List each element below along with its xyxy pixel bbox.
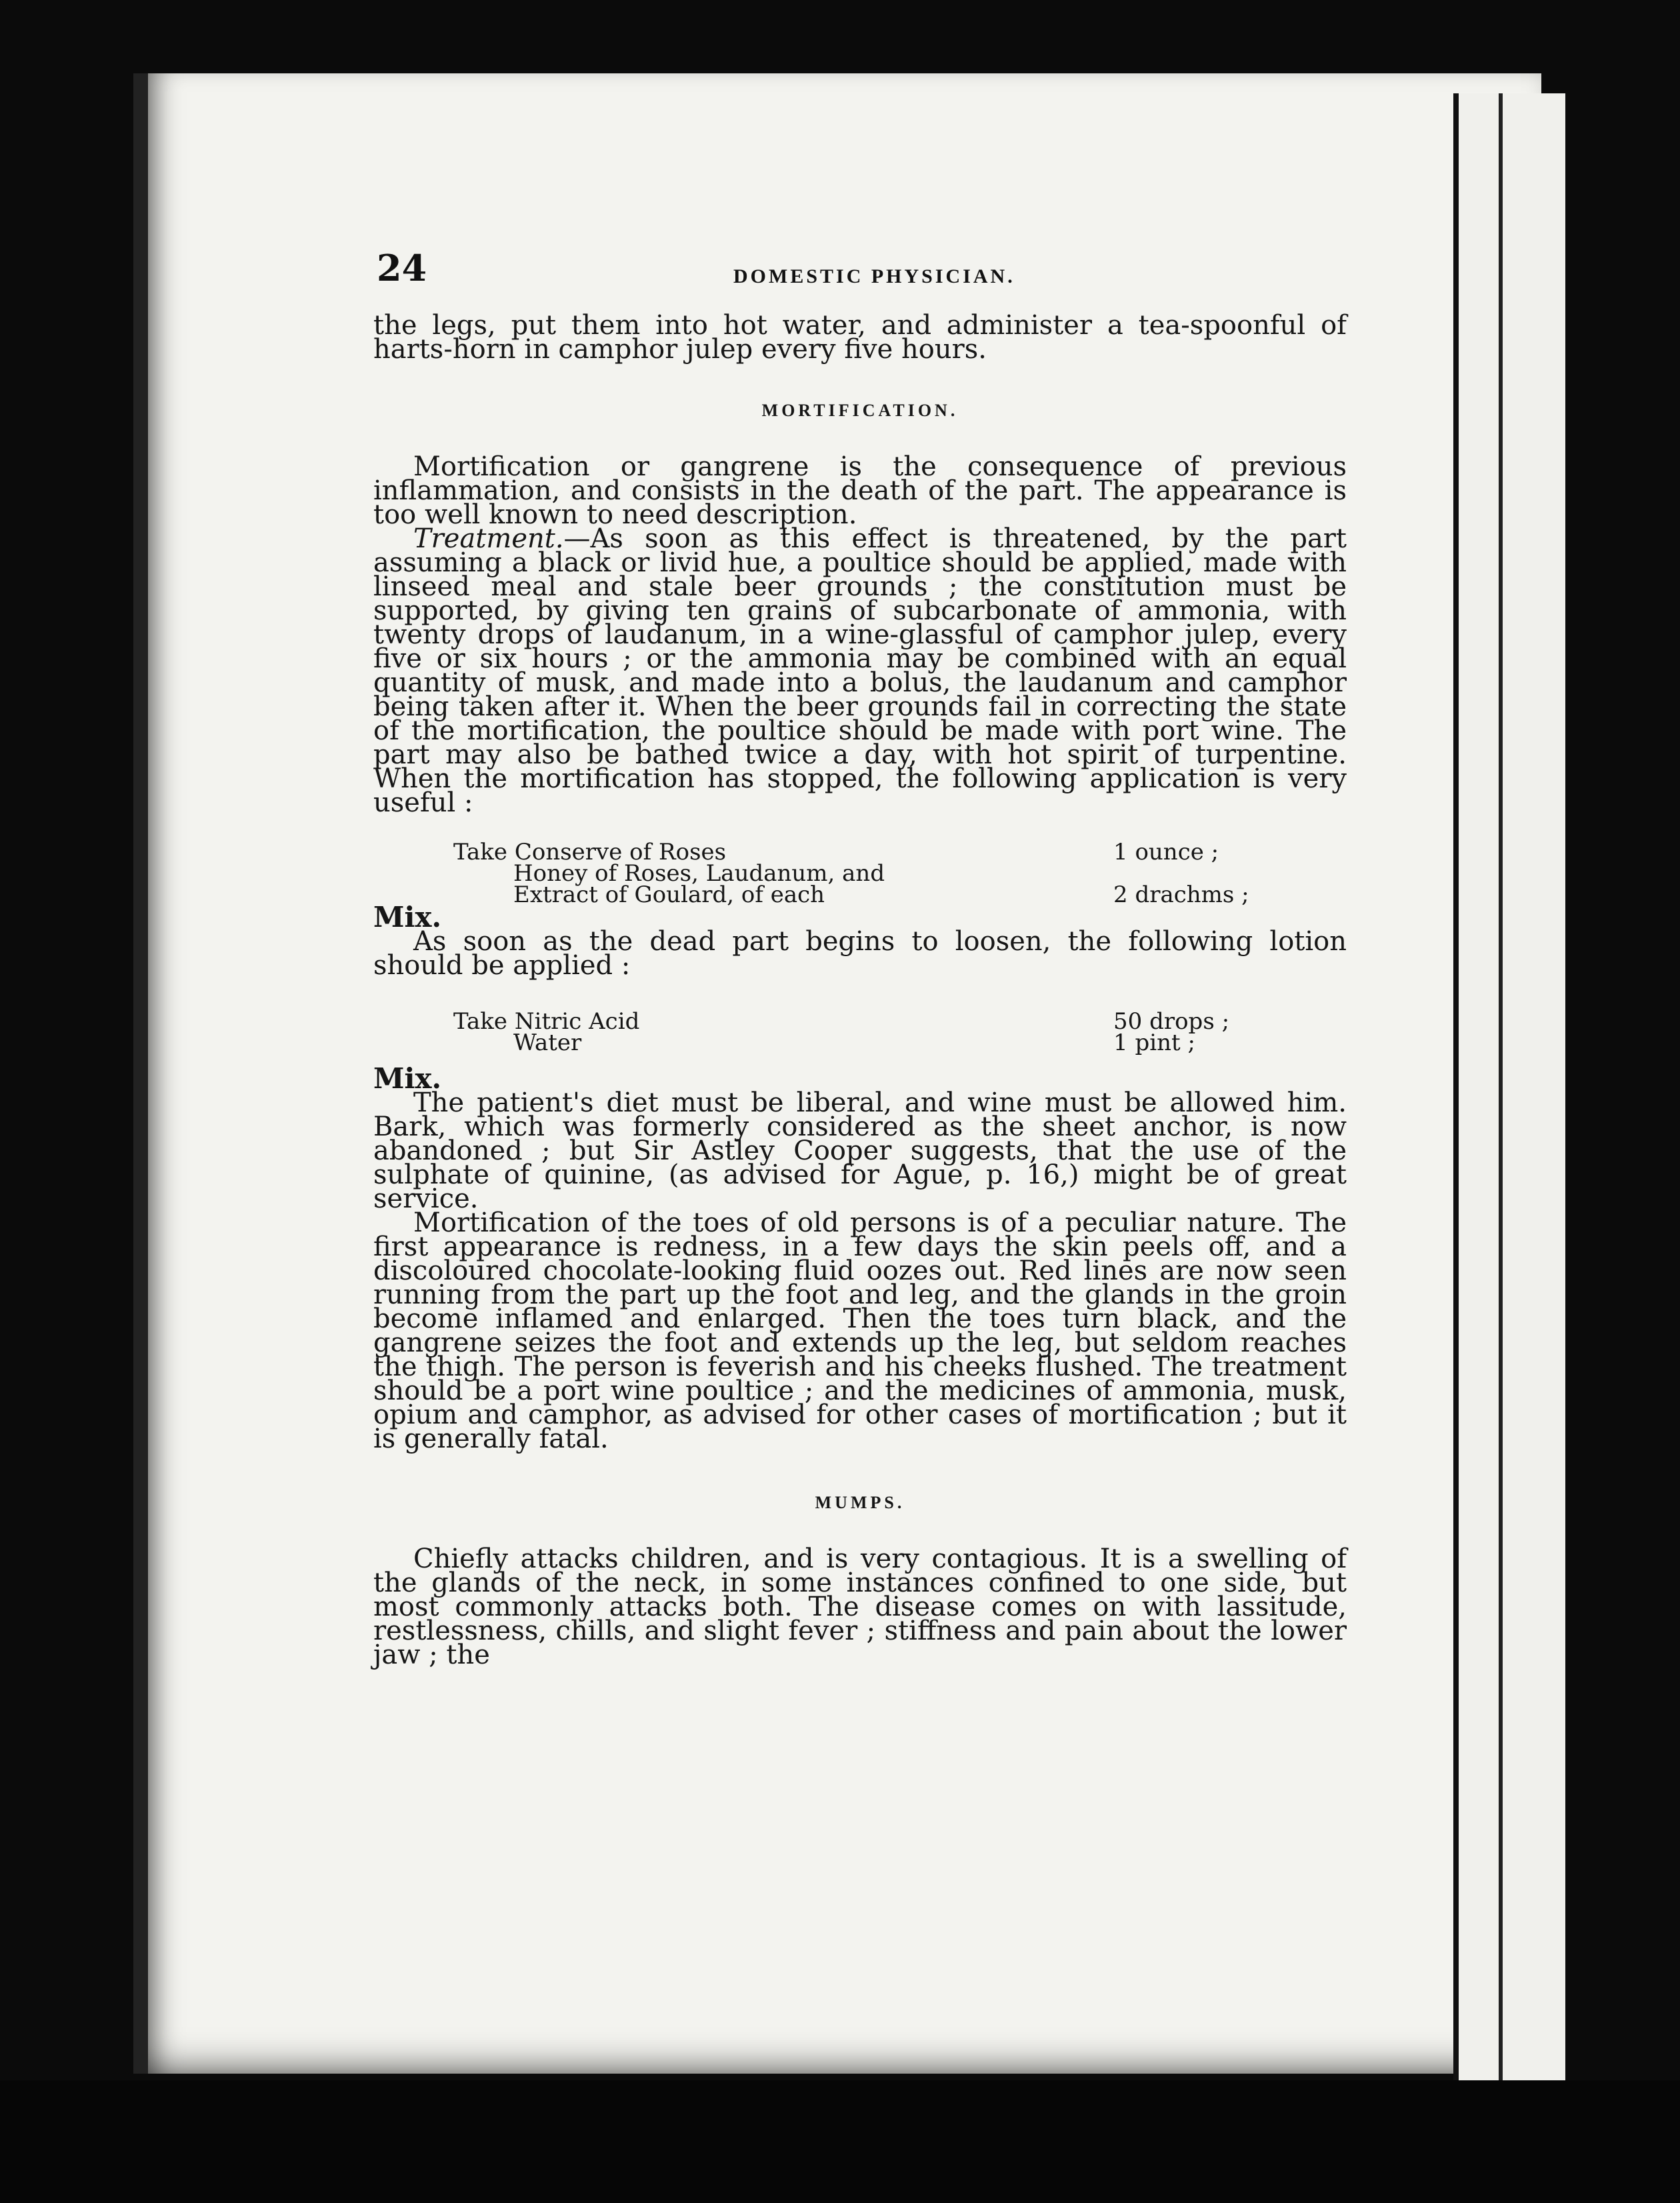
page-number: 24: [377, 247, 427, 289]
recipe-2: [373, 1008, 1347, 1056]
mortification-paragraph-1: Mortification or gangrene is the consequence of previous inflammation, and consists in the death of the part. The appearance is too well known to need description.: [373, 451, 1347, 530]
recipe-1-dose-2: 2 drachms ;: [1113, 881, 1249, 908]
mix-label-1: Mix.: [373, 901, 442, 933]
recipe-2-dose-2: 1 pint ;: [1113, 1029, 1195, 1056]
page-body: [373, 253, 1347, 1670]
recipe-1-line-2: Honey of Roses, Laudanum, and: [513, 860, 885, 887]
treatment-text: —As soon as this effect is threatened, by the part assuming a black or livid hue, a poultice should be applied, made with linseed meal and stale beer grounds ; the constitution must be supported, by giving ten grains of subcarbonate of ammonia, with twenty drops of laudanum, in a wine-glassful of camphor julep, every five or six hours ; or the ammonia may be combined with an equal quantity of musk, and made into a bolus, the laudanum and camphor being taken after it. When the beer grounds fail in correcting the state of the mortification, the poultice should be made with port wine. The part may also be bathed twice a day, with hot spirit of turpentine. When the mortification has stopped, the following application is very useful :: [373, 523, 1347, 818]
section-heading-mortification: MORTIFICATION.: [761, 401, 959, 420]
scan-border-left: [0, 0, 133, 2203]
facing-page-edge: [1453, 93, 1565, 2120]
section-heading-mumps: MUMPS.: [815, 1493, 905, 1512]
recipe-1-dose-1: 1 ounce ;: [1113, 839, 1219, 865]
mumps-paragraph-1: Chiefly attacks children, and is very contagious. It is a swelling of the glands of the neck, in some instances confined to one side, but most commonly attacks both. The disease comes on with lassitude, restlessness, chills, and slight fever ; stiffness and pain about the lower jaw ; the: [373, 1544, 1347, 1670]
mix-label-2: Mix.: [373, 1062, 442, 1095]
gutter-line: [1499, 93, 1503, 2120]
mortification-paragraph-5: Mortification of the toes of old persons is of a peculiar nature. The first appearance is redness, in a few days the skin peels off, and a discoloured chocolate-looking fluid oozes out. Red lines are now seen running from the part up the foot and leg, and the glands in the groin become inflamed and enlarged. Then the toes turn black, and the gangrene seizes the foot and extends up the leg, but seldom reaches the thigh. The person is feverish and his cheeks flushed. The treatment should be a port wine poultice ; and the medicines of ammonia, musk, opium and camphor, as advised for other cases of mortification ; but it is generally fatal.: [373, 1208, 1347, 1454]
treatment-label: Treatment.: [413, 523, 564, 554]
running-head: DOMESTIC PHYSICIAN.: [733, 265, 1015, 287]
recipe-2-line-2: Water: [513, 1029, 582, 1056]
intro-paragraph: the legs, put them into hot water, and administer a tea-spoonful of harts-horn in camphor julep every five hours.: [373, 310, 1347, 365]
recipe-1-line-1: Take Conserve of Roses: [453, 839, 727, 865]
recipe-1: [373, 839, 1347, 908]
recipe-1-line-3: Extract of Goulard, of each: [513, 881, 825, 908]
mortification-paragraph-4: The patient's diet must be liberal, and wine must be allowed him. Bark, which was formerly considered as the sheet anchor, is now abandoned ; but Sir Astley Cooper suggests, that the use of the sulphate of quinine, (as advised for Ague, p. 16,) might be of great service.: [373, 1087, 1347, 1214]
treatment-paragraph: [373, 523, 1347, 818]
mortification-paragraph-3: As soon as the dead part begins to loosen, the following lotion should be applied :: [373, 926, 1347, 981]
scan-border-bottom: [0, 2080, 1680, 2203]
recipe-2-dose-1: 50 drops ;: [1113, 1008, 1230, 1035]
recipe-2-line-1: Take Nitric Acid: [453, 1008, 640, 1035]
